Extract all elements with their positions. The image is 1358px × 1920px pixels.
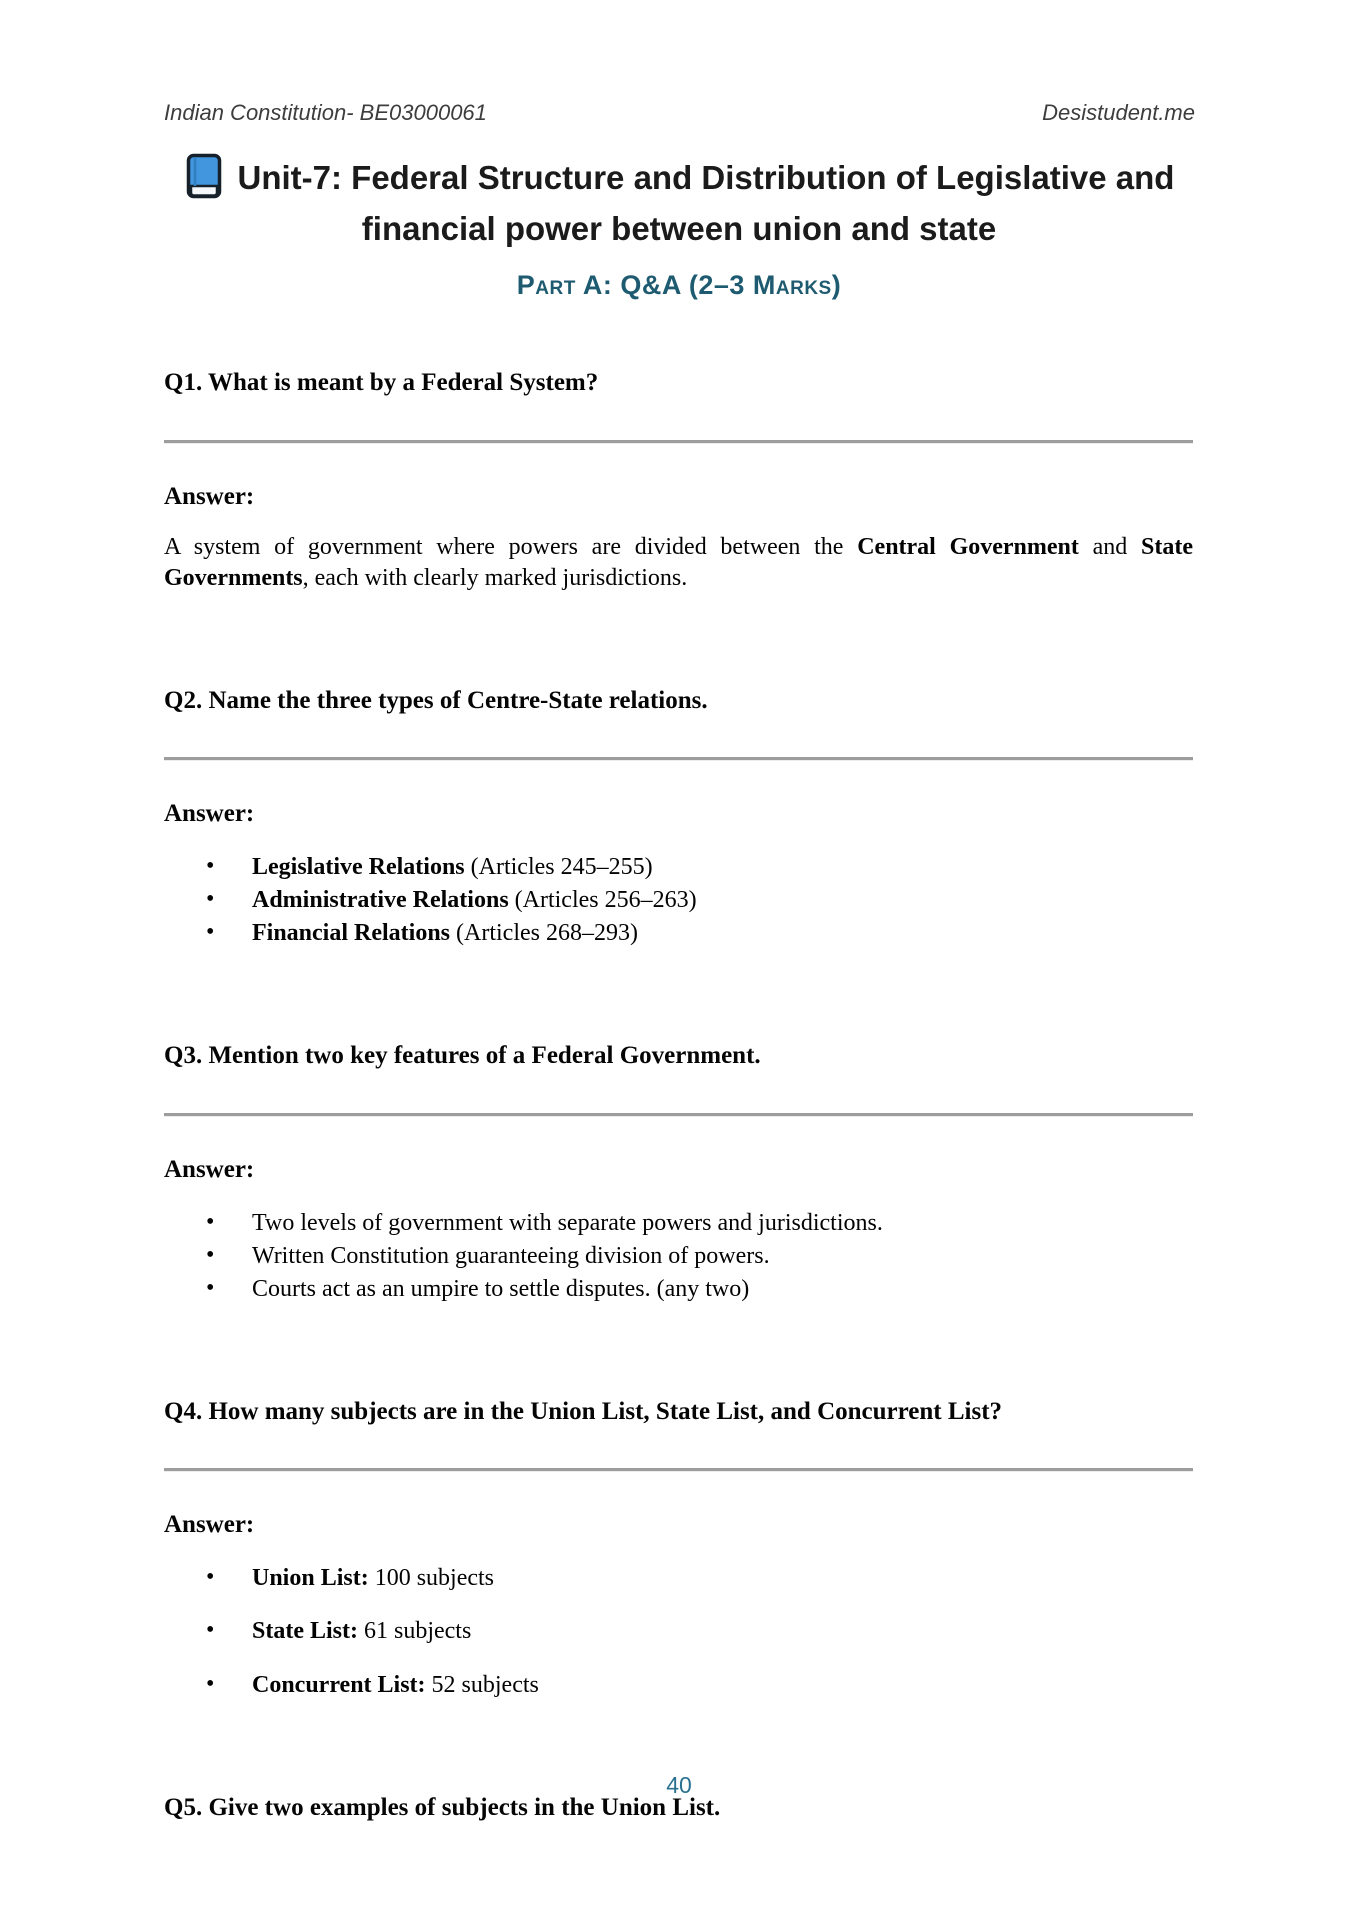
header-course-code: Indian Constitution- BE03000061 <box>164 100 487 125</box>
bullet-item <box>164 917 1193 950</box>
question-text: Q3. Mention two key features of a Federal Government. <box>164 1042 761 1070</box>
page-number: 40 <box>666 1772 692 1798</box>
bold-text-segment: State List: <box>252 1618 358 1645</box>
text-segment: 100 subjects <box>368 1565 495 1592</box>
question-text: Q5. Give two examples of subjects in the Union List. <box>164 1793 721 1821</box>
bullet-item <box>164 851 1193 884</box>
bullet-item-text <box>252 920 638 946</box>
answer-paragraph <box>164 532 1193 595</box>
bold-text-segment: Concurrent List: <box>252 1671 426 1698</box>
question-divider-rule <box>164 440 1193 444</box>
text-segment: Written Constitution guaranteeing division of powers. <box>252 1242 770 1269</box>
bullet-item-text <box>252 1210 883 1236</box>
bullet-item <box>164 1207 1193 1240</box>
bullet-dot: • <box>206 1274 215 1301</box>
text-segment: Courts act as an umpire to settle disputes. (any two) <box>252 1275 750 1302</box>
bullet-dot: • <box>206 1670 215 1697</box>
bullet-dot: • <box>206 1241 215 1268</box>
question-text: Q1. What is meant by a Federal System? <box>164 369 599 397</box>
bullet-item-text <box>252 1618 471 1644</box>
bold-text-segment: Legislative Relations <box>252 854 465 881</box>
qa-block-q4 <box>164 1396 1193 1702</box>
text-segment: (Articles 268–293) <box>450 920 638 947</box>
blue-book-icon <box>184 153 224 199</box>
text-segment: 52 subjects <box>425 1671 539 1698</box>
bullet-item <box>164 884 1193 917</box>
qa-block-q1 <box>164 367 1193 595</box>
page-header <box>0 0 1358 126</box>
unit-title-line1-wrap <box>120 152 1238 203</box>
qa-block-q2 <box>164 685 1193 951</box>
text-segment: Two levels of government with separate powers and jurisdictions. <box>252 1209 883 1236</box>
answer-label: Answer: <box>164 482 255 510</box>
bullet-item <box>164 1240 1193 1273</box>
question-divider-rule <box>164 1468 1193 1472</box>
text-segment: A system of government where powers are divided between the <box>164 533 858 560</box>
answer-bullet-list <box>164 1207 1193 1306</box>
bullet-item <box>164 1615 1193 1648</box>
bold-text-segment: State Governments <box>164 533 1194 592</box>
question-text: Q4. How many subjects are in the Union List, State List, and Concurrent List? <box>164 1398 1003 1426</box>
answer-bullet-list <box>164 1562 1193 1701</box>
unit-title <box>120 152 1238 254</box>
bullet-item <box>164 1273 1193 1306</box>
bullet-item-text <box>252 1672 539 1698</box>
qa-block-q3 <box>164 1040 1193 1306</box>
answer-label: Answer: <box>164 800 255 828</box>
qa-list <box>164 367 1193 1823</box>
unit-title-line2: financial power between union and state <box>361 210 997 248</box>
bullet-item <box>164 1562 1193 1595</box>
bullet-dot: • <box>206 1617 215 1644</box>
answer-label: Answer: <box>164 1511 255 1539</box>
answer-bullet-list <box>164 851 1193 950</box>
question-text: Q2. Name the three types of Centre-State relations. <box>164 686 708 714</box>
bold-text-segment: Administrative Relations <box>252 887 509 914</box>
bold-text-segment: Financial Relations <box>252 920 451 947</box>
question-divider-rule <box>164 1113 1193 1117</box>
text-segment: 61 subjects <box>357 1618 472 1645</box>
bullet-item-text <box>252 887 697 913</box>
text-segment: and <box>1078 533 1142 560</box>
part-a-heading: Part A: Q&A (2–3 Marks) <box>516 270 842 301</box>
bullet-dot: • <box>206 886 215 913</box>
bullet-dot: • <box>206 1564 215 1591</box>
bullet-item-text <box>252 1565 494 1591</box>
text-segment: (Articles 245–255) <box>464 854 653 881</box>
bullet-item <box>164 1669 1193 1702</box>
bullet-dot: • <box>206 853 215 880</box>
bullet-item-text <box>252 854 653 880</box>
answer-label: Answer: <box>164 1155 255 1183</box>
question-divider-rule <box>164 757 1193 761</box>
unit-title-line1: Unit-7: Federal Structure and Distribution of Legislative and <box>237 159 1175 196</box>
bold-text-segment: Union List: <box>252 1565 369 1592</box>
bold-text-segment: Central Government <box>857 533 1079 560</box>
header-site-name: Desistudent.me <box>1042 100 1195 125</box>
text-segment: , each with clearly marked jurisdictions. <box>302 565 688 592</box>
text-segment: (Articles 256–263) <box>508 887 697 914</box>
bullet-dot: • <box>206 1208 215 1235</box>
bullet-item-text <box>252 1243 770 1269</box>
bullet-dot: • <box>206 919 215 946</box>
bullet-item-text <box>252 1276 749 1302</box>
